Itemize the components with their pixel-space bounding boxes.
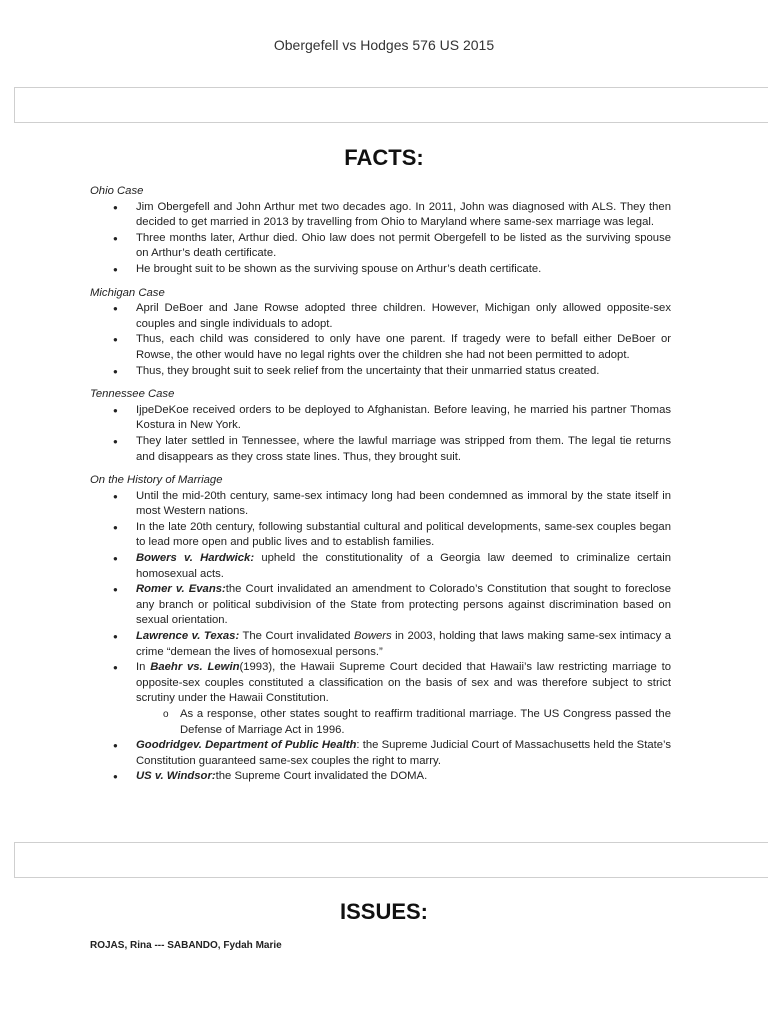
case-text: in 2003, holding that laws making same-sex intimacy a crime “demean the lives of homosexual persons.” — [136, 630, 671, 658]
list-item — [136, 660, 671, 738]
case-text: upheld the constitutionality of a Georgia law deemed to criminalize certain homosexual acts. — [136, 552, 672, 580]
list-item: ● IjpeDeKoe received orders to be deployed to Afghanistan. Before leaving, he married his partner Thomas Kostura in New York. — [136, 403, 671, 434]
list-item — [136, 738, 671, 769]
case-name-romer: Romer v. Evans: — [136, 583, 226, 596]
page-header: Obergefell vs Hodges 576 US 2015 — [273, 37, 495, 53]
tennessee-case-list — [90, 403, 671, 465]
case-name-bowers: Bowers v. Hardwick: — [136, 552, 255, 565]
list-item: ● Three months later, Arthur died. Ohio law does not permit Obergefell to be listed as the surviving spouse on Arthur’s death certificate. — [136, 231, 671, 262]
michigan-case-block — [90, 286, 671, 380]
list-item — [136, 769, 671, 785]
case-name-lawrence: Lawrence v. Texas: — [136, 630, 240, 643]
list-item — [136, 629, 671, 660]
list-item: ● He brought suit to be shown as the surviving spouse on Arthur’s death certificate. — [136, 262, 671, 278]
list-item — [136, 551, 671, 582]
footer-authors: ROJAS, Rina --- SABANDO, Fydah Marie — [90, 940, 282, 951]
ohio-case-block — [90, 184, 671, 278]
list-item: ● Jim Obergefell and John Arthur met two decades ago. In 2011, John was diagnosed with ALS. They then decided to get married in 2013 by travelling from Ohio to Maryland where same-sex marriage was legal. — [136, 200, 671, 231]
tennessee-case-title: Tennessee Case — [90, 388, 175, 401]
case-text: The Court invalidated — [239, 630, 355, 643]
sub-list-item: o As a response, other states sought to reaffirm traditional marriage. The US Congress passed the Defense of Marriage Act in 1996. — [180, 707, 671, 738]
history-block — [90, 473, 671, 785]
case-text: (1993), the Hawaii Supreme Court decided that Hawaii’s law restricting marriage to opposite-sex couples constituted a classification on the basis of sex and was therefore subject to strict scrutiny under the Hawaii Constitution. — [136, 661, 672, 705]
baehr-sub-list — [136, 707, 671, 738]
list-item: ● April DeBoer and Jane Rowse adopted three children. However, Michigan only allowed opposite-sex couples and single individuals to adopt. — [136, 301, 671, 332]
michigan-case-list — [90, 301, 671, 379]
section-divider-bottom — [14, 842, 768, 878]
case-name-baehr: Baehr vs. Lewin — [150, 661, 240, 674]
list-item: ● Thus, each child was considered to only have one parent. If tragedy were to befall either DeBoer or Rowse, the other would have no legal rights over the children she had not been permitted to adopt. — [136, 332, 671, 363]
history-title: On the History of Marriage — [90, 474, 223, 487]
ohio-case-list — [90, 200, 671, 278]
list-item — [136, 582, 671, 629]
facts-heading: FACTS: — [344, 145, 424, 170]
case-ref-bowers: Bowers — [354, 630, 392, 643]
case-text: : the Supreme Judicial Court of Massachusetts held the State’s Constitution guaranteed same-sex couples the right to marry. — [136, 739, 671, 767]
section-divider-top — [14, 87, 768, 123]
history-list — [90, 489, 671, 785]
tennessee-case-block — [90, 387, 671, 465]
case-name-goodridge: Goodridgev. Department of Public Health — [136, 739, 357, 752]
list-item: ● Until the mid-20th century, same-sex intimacy long had been condemned as immoral by the state itself in most Western nations. — [136, 489, 671, 520]
list-item: ● They later settled in Tennessee, where the lawful marriage was stripped from them. The legal tie returns and disappears as they cross state lines. Thus, they brought suit. — [136, 434, 671, 465]
ohio-case-title: Ohio Case — [90, 185, 144, 197]
michigan-case-title: Michigan Case — [90, 286, 165, 299]
case-name-windsor: US v. Windsor: — [136, 770, 216, 783]
case-text: the Supreme Court invalidated the DOMA. — [215, 770, 428, 783]
issues-heading: ISSUES: — [339, 899, 429, 924]
facts-content — [90, 184, 671, 793]
list-item: ● In the late 20th century, following substantial cultural and political developments, same-sex couples began to lead more open and public lives and to establish families. — [136, 520, 671, 551]
case-text: the Court invalidated an amendment to Colorado’s Constitution that sought to foreclose any branch or political subdivision of the State from protecting persons against discrimination based on sexual orientation. — [136, 583, 671, 627]
case-text: In — [136, 661, 151, 674]
list-item: ● Thus, they brought suit to seek relief from the uncertainty that their unmarried status created. — [136, 364, 671, 380]
